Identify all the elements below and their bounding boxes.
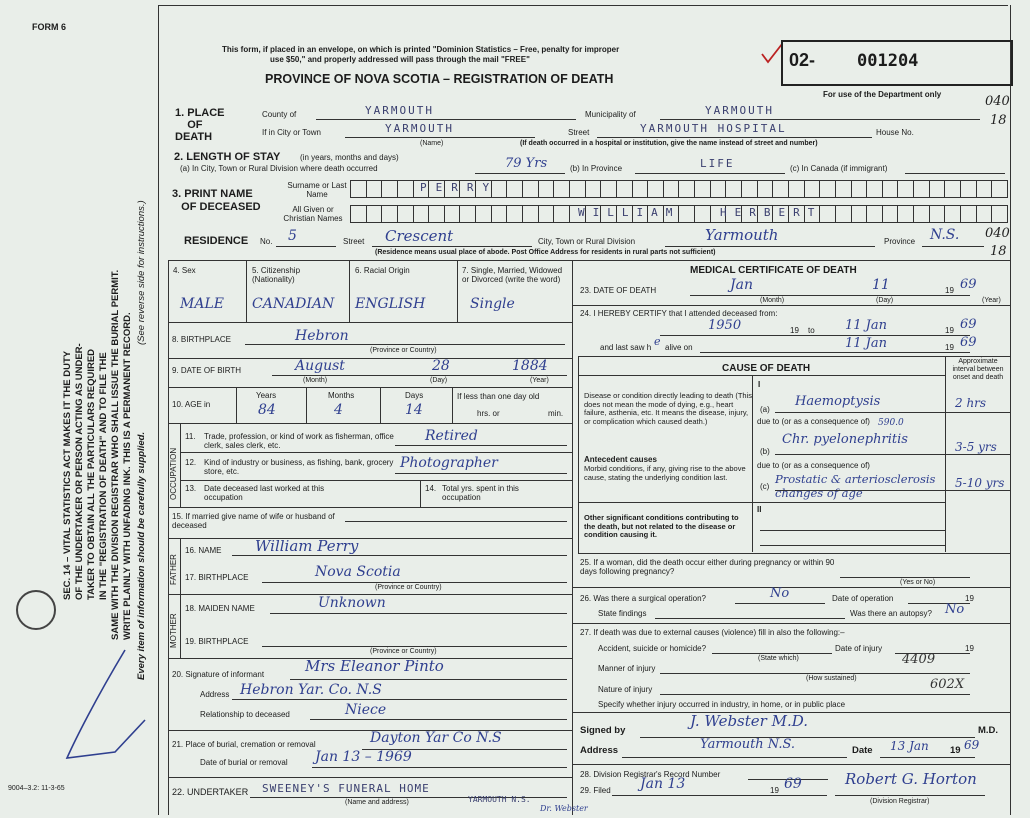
age-sep-3 (380, 387, 381, 423)
residence-code-2: 18 (990, 244, 1007, 259)
mother-bp-caption: (Province or Country) (370, 648, 437, 655)
cause-a-label: (a) (760, 405, 770, 414)
q25-line (840, 577, 970, 578)
registrar-caption: (Division Registrar) (870, 798, 930, 805)
state-which-caption: (State which) (758, 655, 799, 662)
accident-line (712, 653, 832, 654)
alive-on-label: alive on (665, 343, 693, 352)
father-birthplace-label: 17. BIRTHPLACE (185, 573, 249, 582)
alive-on-year: 69 (960, 335, 977, 350)
main-grid-center (572, 260, 573, 815)
attended-to-date: 11 Jan (845, 318, 888, 333)
top-border (158, 5, 1008, 6)
city-label: If in City or Town (262, 128, 321, 137)
undertaker-caption: (Name and address) (345, 799, 409, 806)
mother-birthplace-line (262, 646, 567, 647)
trade-label: Trade, profession, or kind of work as fisherman, office clerk, sales clerk, etc. (204, 432, 394, 450)
medical-heading: MEDICAL CERTIFICATE OF DEATH (690, 265, 857, 276)
nature-label: Nature of injury (598, 685, 653, 694)
physician-address: Yarmouth N.S. (700, 737, 796, 752)
mother-side-label: MOTHER (169, 613, 178, 648)
dob-line (272, 375, 567, 376)
interval-heading: Approximate interval between onset and death (952, 358, 1004, 381)
mother-side-border (180, 594, 181, 658)
date-of-death-month: Jan (730, 277, 753, 293)
print-name-label: 3. PRINT NAME OF DECEASED (172, 188, 261, 213)
industry-line (395, 473, 567, 474)
due-to-b: due to (or as a consequence of) (757, 461, 870, 470)
residence-code-1: 040 (985, 226, 1010, 241)
med-line-24 (572, 305, 1010, 306)
nature-code: 602X (930, 677, 965, 692)
cause-c-line (775, 490, 945, 491)
place-of-death-label: 1. PLACE OF DEATH (175, 107, 225, 143)
industry-label: Kind of industry or business, as fishing, bank, grocery store, etc. (204, 458, 394, 476)
side-line-2: OF THE UNDERTAKER OR PERSON ACTING AS UNDER- (74, 343, 85, 600)
age-months-value: 4 (334, 402, 343, 418)
father-name-line (232, 555, 567, 556)
death-month-caption: (Month) (760, 297, 785, 304)
dob-month-caption: (Month) (303, 377, 328, 384)
attended-from-year: 1950 (708, 318, 742, 333)
department-use-label: For use of the Department only (823, 90, 942, 99)
death-day-caption: (Day) (876, 297, 894, 304)
informant-signature-label: 20. Signature of informant (172, 670, 265, 679)
row-line-16 (168, 538, 572, 539)
q27-label: 27. If death was due to external causes (violence) fill in also the following:– (580, 628, 845, 637)
due-to-a: due to (or as a consequence of) (757, 417, 870, 426)
date-of-death-label: 23. DATE OF DEATH (580, 286, 657, 295)
q25-yes-no: (Yes or No) (900, 579, 936, 586)
residence-street-value: Crescent (385, 227, 454, 245)
injury-year-prefix: 19 (965, 644, 974, 653)
manner-line (660, 673, 970, 674)
cause-code-590: 590.0 (878, 418, 904, 428)
registration-prefix: 02- (789, 50, 816, 70)
county-line (316, 119, 576, 120)
father-name-label: 16. NAME (185, 546, 222, 555)
father-birthplace-line (262, 582, 567, 583)
antecedent-desc: Morbid conditions, if any, giving rise to the above cause, stating the underlying condition last. (584, 464, 746, 482)
death-year-caption: (Year) (982, 297, 1001, 304)
given-name-1: WILLIAM (578, 206, 681, 219)
registration-number-box (781, 40, 1013, 86)
father-side-border (180, 538, 181, 594)
burial-date-label: Date of burial or removal (200, 758, 288, 767)
wife-label: 15. If married give name of wife or husband of deceased (172, 512, 335, 530)
residence-street-label: Street (343, 237, 365, 246)
city-line (345, 137, 535, 138)
certify-from-line (660, 335, 970, 336)
row-line-11 (168, 423, 572, 424)
operation-year-prefix: 19 (965, 594, 974, 603)
other-conditions-label: Other significant conditions contributing to the death, but not related to the disease or condition causing it. (584, 513, 739, 539)
autopsy-value: No (945, 602, 965, 617)
stay-c-line (905, 173, 1005, 174)
q29-line (612, 795, 827, 796)
state-findings-label: State findings (598, 609, 647, 618)
city-value: YARMOUTH (385, 122, 454, 135)
direct-cause-label: Disease or condition directly leading to death (This does not mean the mode of dying, e.g., heart failure, asthenia, etc. It means the disease, injury, or complication which caused death.) (584, 391, 753, 426)
sex-value: MALE (180, 296, 224, 312)
birthplace-label: 8. BIRTHPLACE (172, 335, 231, 344)
autopsy-label: Was there an autopsy? (850, 609, 932, 618)
q12-number: 12. (185, 458, 197, 467)
birthplace-value: Hebron (295, 328, 349, 344)
cause-b-line (775, 454, 945, 455)
side-line-5: SAME WITH THE DIVISION REGISTRAR WHO SHALL ISSUE THE BURIAL PERMIT. (110, 269, 121, 640)
left-border (158, 5, 159, 815)
q11-number: 11. (185, 432, 196, 441)
punch-hole (16, 590, 56, 630)
informant-signature: Mrs Eleanor Pinto (305, 657, 444, 675)
mother-maiden-label: 18. MAIDEN NAME (185, 604, 255, 613)
side-line-4: IN THE "REGISTRATION OF DEATH" AND TO FILE THE (98, 352, 109, 600)
relationship-value: Niece (345, 702, 387, 718)
alive-on-date: 11 Jan (845, 336, 888, 351)
date-of-injury-label: Date of injury (835, 644, 883, 653)
cause-heading: CAUSE OF DEATH (722, 363, 811, 374)
filed-year-prefix: 19 (770, 786, 779, 795)
father-name-value: William Perry (255, 537, 359, 555)
attended-to-year: 69 (960, 317, 977, 332)
cause-heading-line (578, 375, 945, 376)
cause-b-interval: 3-5 yrs (955, 440, 997, 454)
total-years-label: Total yrs. spent in this occupation (442, 484, 519, 502)
row-line-12 (180, 452, 572, 453)
date-of-death-century: 19 (945, 286, 954, 295)
surname-value: PERRY (420, 181, 499, 194)
age-min: min. (548, 409, 564, 418)
physician-address-line (622, 757, 847, 758)
informant-address-label: Address (200, 690, 230, 699)
side-line-6: WRITE PLAINLY WITH UNFADING INK. THIS IS A PERMANENT RECORD. (122, 312, 133, 640)
date-of-operation-label: Date of operation (832, 594, 894, 603)
physician-date-year: 69 (964, 738, 980, 752)
main-grid-top (168, 260, 1010, 261)
age-months-label: Months (328, 391, 355, 400)
age-days-value: 14 (405, 402, 423, 418)
other-line-1 (760, 530, 945, 531)
racial-origin-value: ENGLISH (355, 296, 426, 312)
certify-label: 24. I HEREBY CERTIFY that I attended deceased from: (580, 309, 778, 318)
antecedent-label: Antecedent causes (584, 455, 657, 464)
father-side-label: FATHER (169, 554, 178, 585)
relationship-label: Relationship to deceased (200, 710, 290, 719)
age-years-value: 84 (258, 402, 276, 418)
municipality-label: Municipality of (585, 110, 636, 119)
row-line-15 (168, 507, 572, 508)
dob-day-caption: (Day) (430, 377, 448, 384)
mother-birthplace-label: 19. BIRTHPLACE (185, 637, 249, 646)
name-caption: (Name) (420, 140, 444, 147)
age-sep-2 (306, 387, 307, 423)
age-label: 10. AGE in (172, 400, 211, 409)
trade-value: Retired (425, 428, 478, 444)
residence-note: (Residence means usual place of abode. Post Office Address for residents in rural parts not sufficient) (375, 249, 716, 256)
occupation-side-border (180, 423, 181, 507)
form-label: FORM 6 (32, 22, 67, 32)
mother-maiden-line (270, 613, 567, 614)
notice-line-1: This form, if placed in an envelope, on which is printed "Dominion Statistics – Free, penalty for improper (222, 45, 620, 54)
manner-label: Manner of injury (598, 664, 656, 673)
residence-province-value: N.S. (930, 227, 960, 243)
marital-status-value: Single (470, 296, 515, 312)
sex-label: 4. Sex (173, 266, 196, 275)
length-of-stay-sub: (in years, months and days) (300, 153, 399, 162)
father-birthplace-value: Nova Scotia (315, 564, 401, 580)
informant-address-line (232, 699, 567, 700)
occupation-side-label: OCCUPATION (169, 447, 178, 500)
citizenship-label: 5. Citizenship (Nationality) (252, 266, 301, 284)
side-line-1: SEC. 14 – VITAL STATISTICS ACT MAKES IT THE DUTY (62, 350, 73, 600)
cause-c-label: (c) (760, 482, 770, 491)
side-line-8: (See reverse side for instructions.) (136, 200, 147, 345)
county-value: YARMOUTH (365, 104, 434, 117)
street-line (597, 137, 872, 138)
last-saw-mid: e (654, 335, 661, 348)
filed-year: 69 (784, 776, 802, 792)
interval-b-line (945, 454, 1010, 455)
burial-place-value: Dayton Yar Co N.S (370, 730, 502, 746)
physician-date-line (880, 757, 975, 758)
street-value: YARMOUTH HOSPITAL (640, 122, 787, 135)
trade-line (395, 445, 567, 446)
cause-b-label: (b) (760, 447, 770, 456)
med-line-28 (572, 764, 1010, 765)
dob-year-caption: (Year) (530, 377, 549, 384)
undertaker-value: SWEENEY'S FUNERAL HOME (262, 782, 430, 795)
registrar-line (835, 795, 985, 796)
registration-number: 001204 (857, 51, 919, 71)
year-prefix-3: 19 (945, 343, 954, 352)
notice-line-2: use $50," and properly addressed will pass through the mail "FREE" (270, 55, 530, 64)
signed-by-signature: J. Webster M.D. (690, 712, 808, 730)
length-of-stay-label: 2. LENGTH OF STAY (174, 151, 281, 163)
row-line-8 (168, 322, 572, 323)
residence-city-label: City, Town or Rural Division (538, 237, 636, 246)
date-of-death-day: 11 (872, 277, 890, 293)
registrar-signature: Robert G. Horton (845, 770, 977, 788)
residence-no-line (276, 246, 336, 247)
burial-date-line (312, 767, 567, 768)
stay-a-label: (a) In City, Town or Rural Division where death occurred (180, 164, 378, 173)
residence-street-line (372, 246, 532, 247)
given-name-2: HERBERT (720, 206, 823, 219)
house-number-label: House No. (876, 128, 914, 137)
bottom-note: Dr. Webster (540, 804, 588, 813)
age-less-day: If less than one day old (457, 392, 540, 401)
how-sustained-caption: (How sustained) (806, 675, 857, 682)
date-last-worked-label: Date deceased last worked at this occupation (204, 484, 325, 502)
state-findings-line (655, 618, 845, 619)
physician-date: 13 Jan (890, 739, 929, 753)
industry-value: Photographer (400, 455, 498, 471)
given-names-label: All Given or Christian Names (283, 205, 343, 223)
side-line-3: TAKER TO OBTAIN ALL THE PARTICULARS REQUIRED (86, 348, 97, 600)
q26-label: 26. Was there a surgical operation? (580, 594, 706, 603)
cause-c-interval: 5-10 yrs (955, 476, 1005, 490)
q14-number: 14. (425, 484, 437, 493)
nature-line (660, 694, 970, 695)
residence-no-value: 5 (288, 228, 297, 244)
stay-c-label: (c) In Canada (if immigrant) (790, 164, 888, 173)
informant-signature-line (290, 679, 567, 680)
alive-on-line (700, 352, 970, 353)
part-two-top-line (578, 502, 945, 503)
residence-province-label: Province (884, 237, 916, 246)
manner-code: 4409 (902, 652, 936, 667)
birthplace-line (245, 344, 565, 345)
undertaker-address: YARMOUTH N.S. (468, 795, 531, 804)
racial-origin-label: 6. Racial Origin (355, 266, 410, 275)
med-line-27 (572, 623, 1010, 624)
stay-b-label: (b) In Province (570, 164, 623, 173)
age-sep-4 (452, 387, 453, 423)
citizenship-value: CANADIAN (252, 296, 335, 312)
interval-a-line (945, 412, 1010, 413)
sep-4-5 (246, 260, 247, 322)
accident-label: Accident, suicide or homicide? (598, 644, 707, 653)
age-years-label: Years (256, 391, 277, 400)
physician-address-label: Address (580, 745, 619, 756)
cause-b-value: Chr. pyelonephritis (782, 432, 908, 447)
date-of-death-line (690, 295, 970, 296)
part-two-label: II (757, 505, 762, 514)
age-days-label: Days (405, 391, 424, 400)
stay-a-line (475, 173, 565, 174)
dob-year: 1884 (512, 358, 548, 374)
residence-city-line (665, 246, 875, 247)
cause-desc-border (752, 376, 753, 552)
q25-label: 25. If a woman, did the death occur either during pregnancy or within 90 days following pregnancy? (580, 558, 835, 576)
municipality-line (660, 119, 980, 120)
cause-a-value: Haemoptysis (795, 394, 881, 409)
md-label: M.D. (978, 725, 999, 736)
residence-no-label: No. (260, 237, 273, 246)
q26-line (735, 603, 825, 604)
stay-a-value: 79 Yrs (505, 156, 548, 171)
street-label: Street (568, 128, 590, 137)
sep-13-14 (420, 480, 421, 507)
cause-a-line (775, 412, 945, 413)
burial-date-value: Jan 13 – 1969 (315, 749, 412, 765)
side-line-7: Every item of information should be carefully supplied. (136, 431, 147, 680)
informant-address: Hebron Yar. Co. N.S (240, 682, 382, 698)
county-label: County of (262, 110, 297, 119)
dob-month: August (295, 358, 345, 374)
municipality-value: YARMOUTH (705, 104, 774, 117)
stay-b-value: LIFE (700, 157, 735, 170)
year-prefix-1: 19 (790, 326, 799, 335)
q29-label: 29. Filed (580, 786, 611, 795)
sep-6-7 (457, 260, 458, 322)
undertaker-label: 22. UNDERTAKER (172, 787, 249, 797)
q26-value: No (770, 586, 790, 601)
physician-year-prefix: 19 (950, 745, 961, 756)
department-code-1: 040 (985, 94, 1010, 109)
dob-label: 9. DATE OF BIRTH (172, 366, 242, 375)
marital-status-label: 7. Single, Married, Widowed or Divorced (write the word) (462, 266, 563, 284)
dob-day: 28 (432, 358, 450, 374)
hospital-note: (If death occurred in a hospital or institution, give the name instead of street and number) (520, 140, 818, 147)
other-line-2 (760, 545, 945, 546)
row-line-10 (168, 387, 572, 388)
residence-city-value: Yarmouth (705, 226, 779, 244)
interval-c-line (945, 490, 1010, 491)
filed-date: Jan 13 (640, 776, 686, 792)
physician-date-label: Date (852, 745, 873, 756)
form-title: PROVINCE OF NOVA SCOTIA – REGISTRATION OF DEATH (265, 72, 614, 86)
last-saw-label: and last saw h (600, 343, 652, 352)
industry-question: Specify whether injury occurred in industry, in home, or in public place (598, 700, 846, 709)
residence-province-line (922, 246, 984, 247)
date-of-death-year: 69 (960, 277, 977, 292)
wife-line (345, 521, 567, 522)
stay-b-line (635, 173, 785, 174)
burial-place-label: 21. Place of burial, cremation or removal (172, 740, 316, 749)
q13-number: 13. (185, 484, 197, 493)
part-one-label: I (758, 380, 761, 389)
father-bp-caption: (Province or Country) (375, 584, 442, 591)
signed-by-line (640, 737, 975, 738)
birthplace-caption: (Province or Country) (370, 347, 437, 354)
row-line-13 (180, 480, 572, 481)
q28-label: 28. Division Registrar's Record Number (580, 770, 721, 779)
relationship-line (310, 719, 567, 720)
med-line-26 (572, 587, 1010, 588)
age-hrs: hrs. or (477, 409, 500, 418)
to-label: to (808, 326, 815, 335)
signed-by-label: Signed by (580, 725, 626, 736)
department-code-2: 18 (990, 113, 1007, 128)
year-prefix-2: 19 (945, 326, 954, 335)
row-line-22 (168, 777, 572, 778)
cause-c-value: Prostatic & arteriosclerosis changes of age (775, 472, 936, 500)
cause-a-interval: 2 hrs (955, 396, 987, 410)
form-code: 9004–3.2: 11-3-65 (8, 785, 65, 792)
residence-label: RESIDENCE (184, 235, 249, 247)
age-sep-1 (236, 387, 237, 423)
mother-maiden-value: Unknown (318, 595, 386, 611)
surname-label: Surname or Last Name (287, 181, 347, 199)
stray-signature-mark (55, 640, 155, 770)
sep-5-6 (349, 260, 350, 322)
